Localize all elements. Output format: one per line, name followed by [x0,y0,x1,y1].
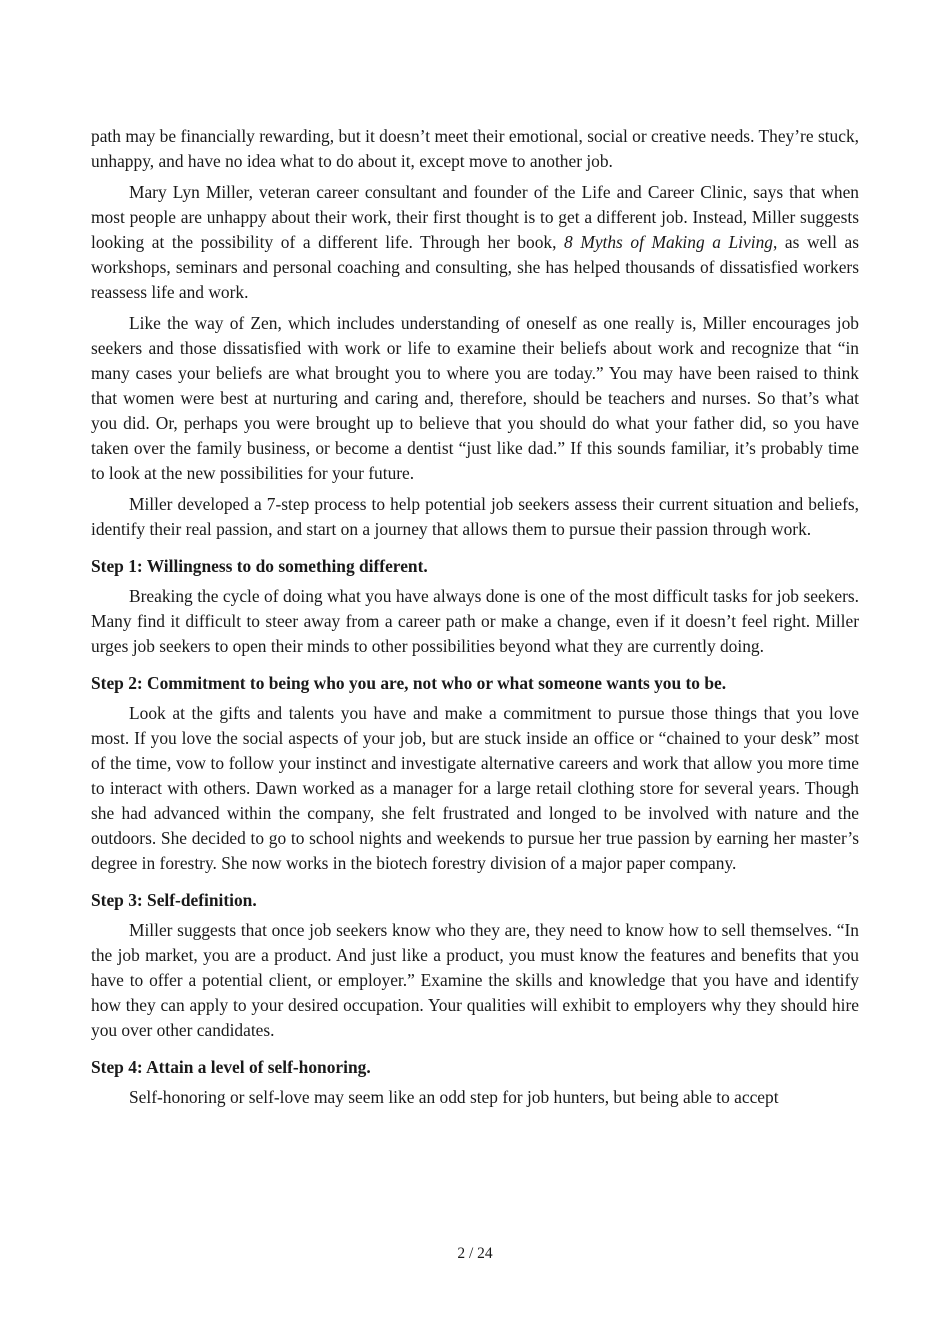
paragraph-seven-step: Miller developed a 7-step process to help potential job seekers assess their current situation and beliefs, identify their real passion, and start on a journey that allows them to pursue their passion through work. [91,494,859,539]
step-4-heading: Step 4: Attain a level of self-honoring. [91,1057,371,1077]
step-1-body: Breaking the cycle of doing what you have always done is one of the most difficult tasks for job seekers. Many find it difficult to steer away from a career path or make a change, even if it doesn’t feel right. Miller urges job seekers to open their minds to other possibilities beyond what they are currently doing. [91,586,859,656]
step-2-body: Look at the gifts and talents you have and make a commitment to pursue those things that you love most. If you love the social aspects of your job, but are stuck inside an office or “chained to your desk” most of the time, vow to follow your instinct and investigate alternative careers and work that allow you more time to interact with others. Dawn worked as a manager for a large retail clothing store for several years. Though she had advanced within the company, she felt frustrated and longed to be involved with nature and the outdoors. She decided to go to school nights and weekends to pursue her true passion by earning her master’s degree in forestry. She now works in the biotech forestry division of a major paper company. [91,703,859,873]
page-number: 2 / 24 [457,1245,493,1262]
step-3-body: Miller suggests that once job seekers know who they are, they need to know how to sell themselves. “In the job market, you are a product. And just like a product, you must know the features and benefits that you have to offer a potential client, or employer.” Examine the skills and knowledge that you have and identify how they can apply to your desired occupation. Your qualities will exhibit to employers why they should hire you over other candidates. [91,920,859,1040]
paragraph-zen: Like the way of Zen, which includes understanding of oneself as one really is, Miller encourages job seekers and those dissatisfied with work or life to examine their beliefs about work and recognize that “in many cases your beliefs are what brought you to where you are today.” You may have been raised to think that women were best at nurturing and caring and, therefore, should be teachers and nurses. So that’s what you did. Or, perhaps you were brought up to believe that you should do what your father did, so you have taken over the family business, or become a dentist “just like dad.” If this sounds familiar, it’s probably time to look at the new possibilities for your future. [91,313,859,483]
step-1-heading: Step 1: Willingness to do something different. [91,556,428,576]
paragraph-text: Mary Lyn Miller, veteran career consultant and founder of the Life and Career Clinic, says that when most people are unhappy about their work, their first thought is to get a different job. Instead, Miller suggests looking at the possibility of a different life. Through her book, [91,182,859,252]
step-2-heading: Step 2: Commitment to being who you are, not who or what someone wants you to be. [91,673,727,693]
step-4-body: Self-honoring or self-love may seem like an odd step for job hunters, but being able to accept [129,1087,779,1107]
paragraph-continuation: path may be financially rewarding, but it doesn’t meet their emotional, social or creative needs. They’re stuck, unhappy, and have no idea what to do about it, except move to another job. [91,126,859,171]
paragraph-miller-intro [91,180,859,305]
book-title: 8 Myths of Making a Living [564,232,773,252]
document-page [91,124,859,1116]
step-3-heading: Step 3: Self-definition. [91,890,257,910]
paragraph-text: , as well as workshops, seminars and personal coaching and consulting, she has helped thousands of dissatisfied workers reassess life and work. [91,232,859,302]
